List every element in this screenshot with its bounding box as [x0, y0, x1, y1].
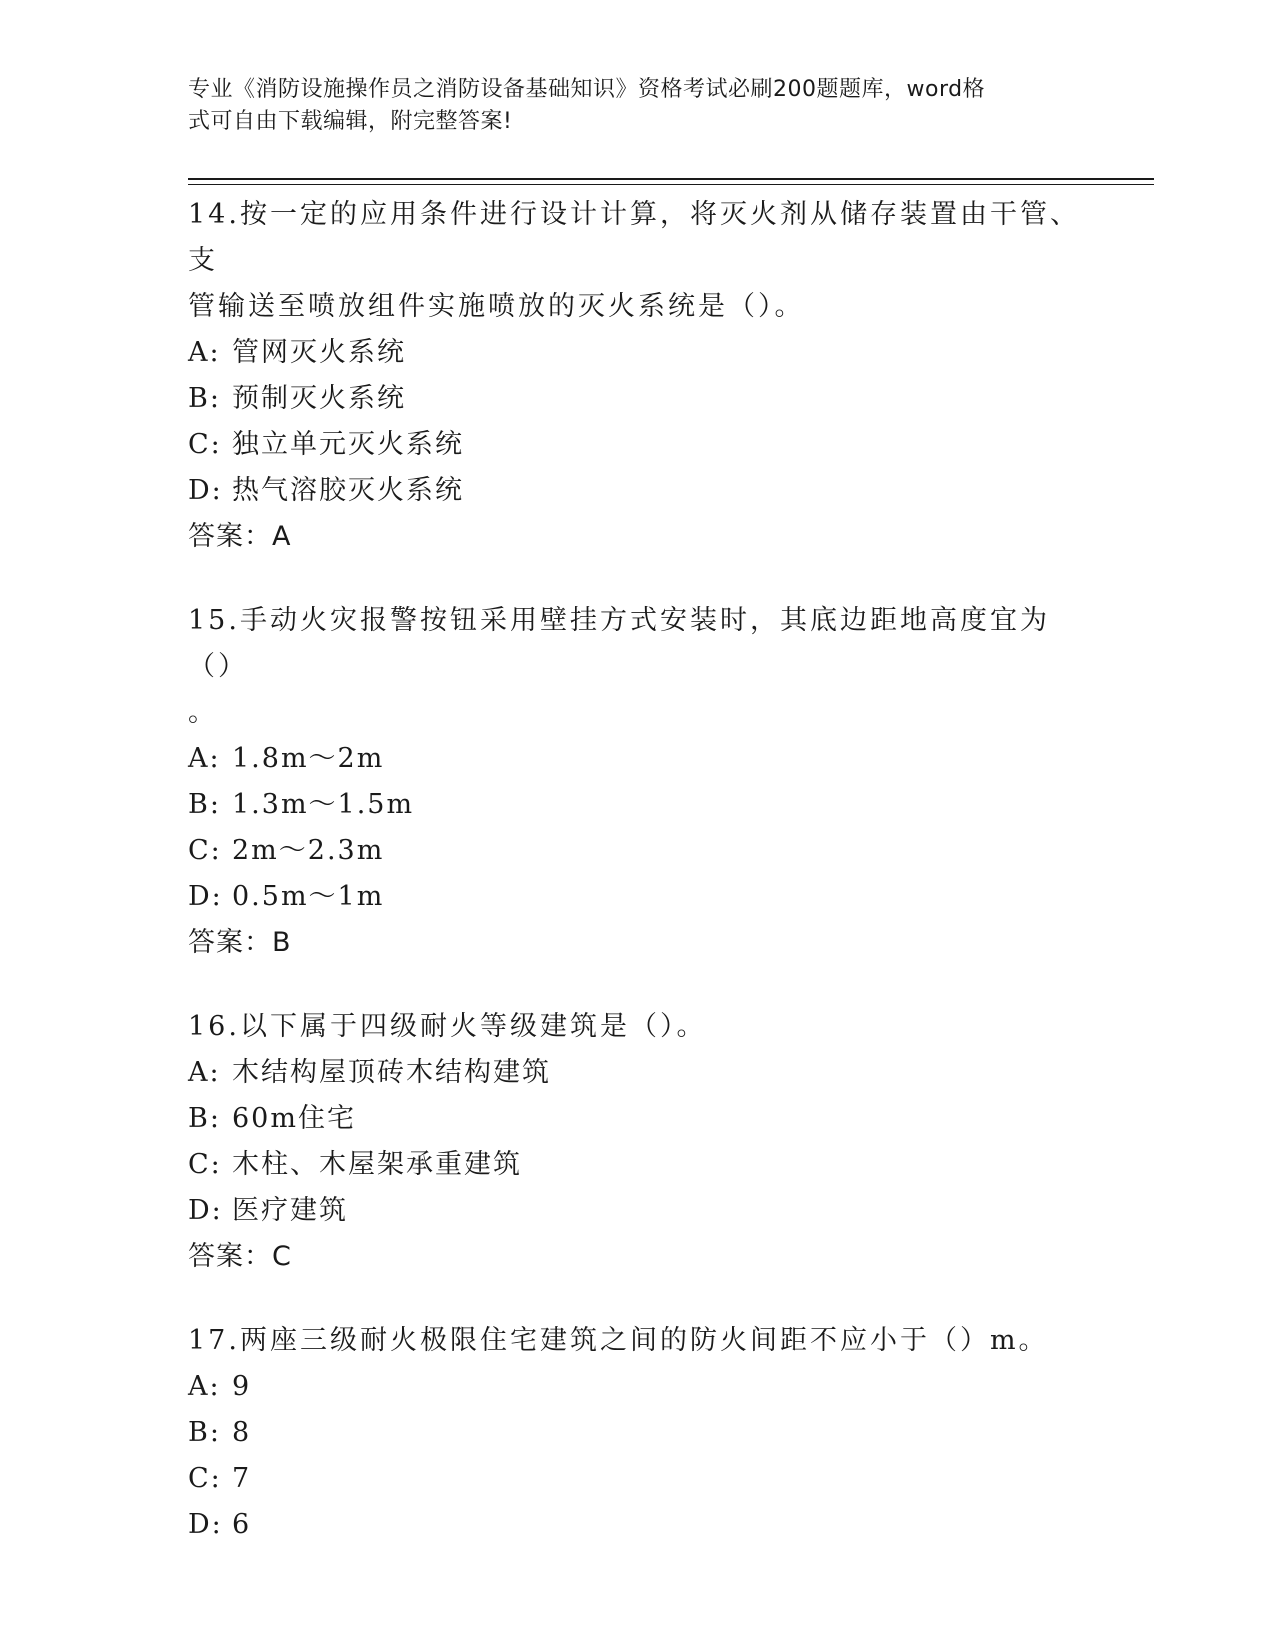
- option-c: [188, 828, 1088, 874]
- option-letter: B:: [188, 383, 221, 414]
- option-a: [188, 1050, 1088, 1096]
- option-text: 0.5m～1m: [232, 881, 385, 912]
- header-line-2: 式可自由下载编辑，附完整答案!: [188, 109, 513, 134]
- option-letter: A:: [188, 1371, 221, 1402]
- option-b: [188, 1096, 1088, 1142]
- option-text: 9: [232, 1371, 252, 1402]
- question-text-line: 17.两座三级耐火极限住宅建筑之间的防火间距不应小于（）m。: [188, 1325, 1049, 1356]
- question-text-line: 管输送至喷放组件实施喷放的灭火系统是（）。: [188, 291, 805, 322]
- option-b: [188, 782, 1088, 828]
- option-letter: C:: [188, 1149, 222, 1180]
- question-17: [188, 1318, 1088, 1548]
- option-text: 热气溶胶灭火系统: [232, 475, 464, 506]
- option-letter: A:: [188, 337, 221, 368]
- option-c: [188, 422, 1088, 468]
- option-text: 6: [232, 1509, 252, 1540]
- question-list: [188, 192, 1088, 1586]
- header-divider-thin: [188, 184, 1154, 185]
- option-letter: C:: [188, 835, 222, 866]
- option-a: [188, 736, 1088, 782]
- option-text: 2m～2.3m: [232, 835, 385, 866]
- option-text: 预制灭火系统: [232, 383, 406, 414]
- option-text: 木结构屋顶砖木结构建筑: [232, 1057, 551, 1088]
- header-divider-thick: [188, 178, 1154, 180]
- option-letter: D:: [188, 881, 223, 912]
- question-15: [188, 598, 1088, 966]
- option-letter: B:: [188, 1417, 221, 1448]
- option-b: [188, 1410, 1088, 1456]
- option-d: [188, 1188, 1088, 1234]
- option-a: [188, 1364, 1088, 1410]
- option-text: 医疗建筑: [232, 1195, 348, 1226]
- answer-line: 答案：B: [188, 927, 292, 958]
- option-c: [188, 1142, 1088, 1188]
- option-text: 管网灭火系统: [232, 337, 406, 368]
- answer-line: 答案：A: [188, 521, 292, 552]
- question-text-line: 。: [188, 697, 218, 728]
- option-text: 60m住宅: [232, 1103, 356, 1134]
- option-text: 1.3m～1.5m: [232, 789, 415, 820]
- option-letter: C:: [188, 429, 222, 460]
- option-d: [188, 874, 1088, 920]
- option-text: 独立单元灭火系统: [232, 429, 464, 460]
- option-b: [188, 376, 1088, 422]
- option-d: [188, 468, 1088, 514]
- header-line-1: 专业《消防设施操作员之消防设备基础知识》资格考试必刷200题题库，word格: [188, 77, 986, 102]
- question-14: [188, 192, 1088, 560]
- option-letter: D:: [188, 1195, 223, 1226]
- question-16: [188, 1004, 1088, 1280]
- option-letter: A:: [188, 743, 221, 774]
- option-text: 7: [232, 1463, 252, 1494]
- option-text: 木柱、木屋架承重建筑: [232, 1149, 522, 1180]
- option-letter: C:: [188, 1463, 222, 1494]
- answer-line: 答案：C: [188, 1241, 292, 1272]
- option-c: [188, 1456, 1088, 1502]
- question-text-line: 16.以下属于四级耐火等级建筑是（）。: [188, 1011, 707, 1042]
- option-letter: D:: [188, 1509, 223, 1540]
- question-text-line: 15.手动火灾报警按钮采用壁挂方式安装时，其底边距地高度宜为（）: [188, 605, 1050, 682]
- option-d: [188, 1502, 1088, 1548]
- option-letter: A:: [188, 1057, 221, 1088]
- option-letter: B:: [188, 1103, 221, 1134]
- question-text-line: 14.按一定的应用条件进行设计计算，将灭火剂从储存装置由干管、支: [188, 199, 1080, 276]
- option-a: [188, 330, 1088, 376]
- option-letter: B:: [188, 789, 221, 820]
- option-letter: D:: [188, 475, 223, 506]
- document-header: [188, 74, 1068, 138]
- option-text: 8: [232, 1417, 252, 1448]
- option-text: 1.8m～2m: [232, 743, 385, 774]
